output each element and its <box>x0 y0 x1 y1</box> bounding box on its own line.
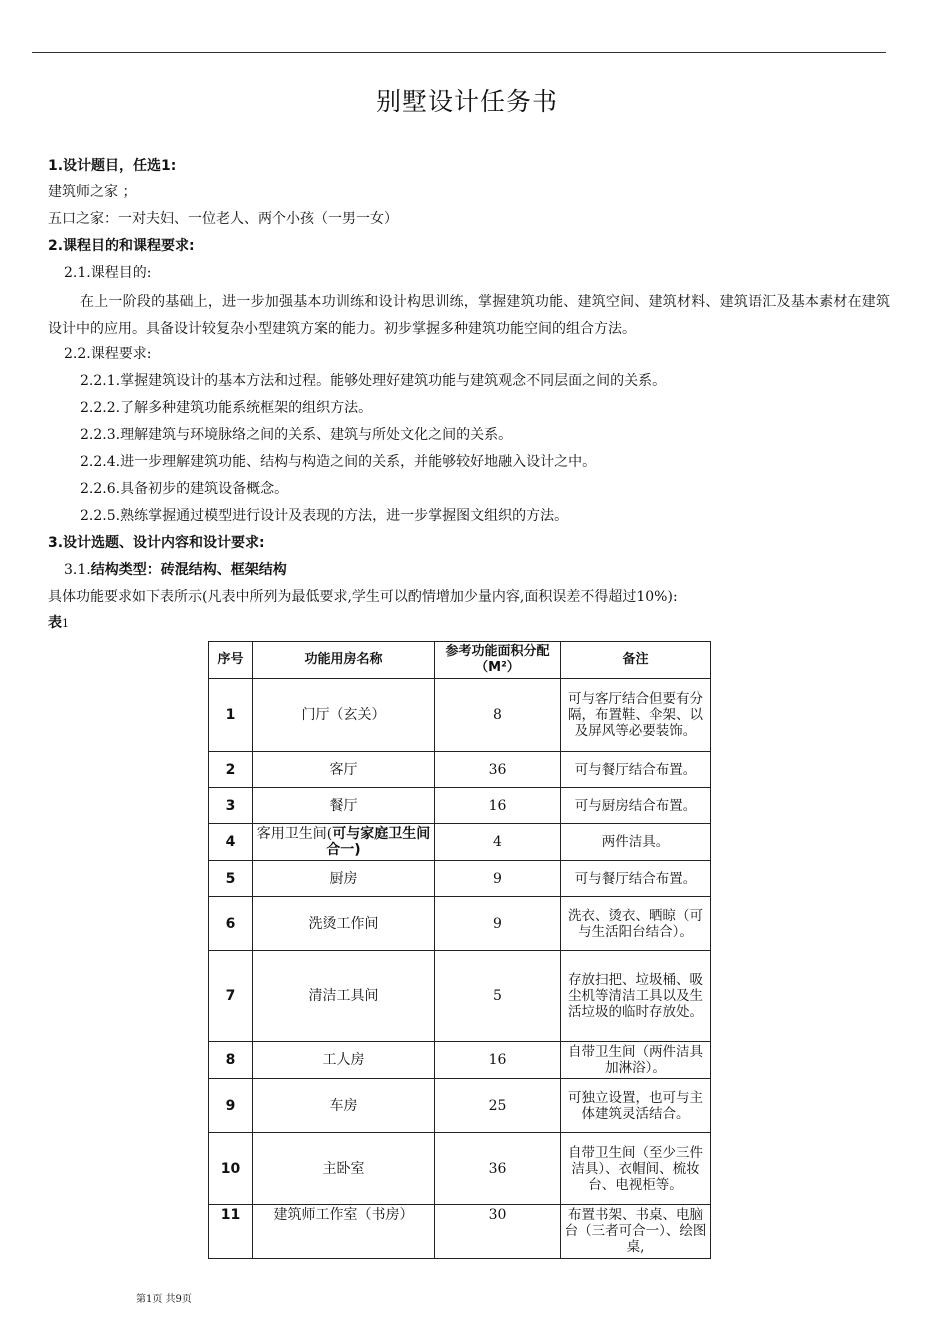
cell-no: 5 <box>209 861 253 897</box>
table-row <box>209 897 711 951</box>
cell-name: 客厅 <box>253 752 435 788</box>
cell-note: 布置书架、书桌、电脑台（三者可合一）、绘图桌, <box>561 1205 711 1259</box>
cell-note: 两件洁具。 <box>561 824 711 861</box>
cell-area: 25 <box>435 1079 561 1133</box>
section-3-1 <box>64 560 287 580</box>
section-1-line-2: 五口之家：一对夫妇、一位老人、两个小孩（一男一女） <box>48 211 398 227</box>
cell-name: 洗烫工作间 <box>253 897 435 951</box>
requirement-item: 2.2.4.进一步理解建筑功能、结构与构造之间的关系，并能够较好地融入设计之中。 <box>80 454 597 470</box>
cell-no: 4 <box>209 824 253 861</box>
section-3-heading: 3.设计选题、设计内容和设计要求: <box>48 535 265 551</box>
cell-no: 8 <box>209 1042 253 1079</box>
table-row <box>209 1205 711 1259</box>
table-row <box>209 1079 711 1133</box>
cell-area: 16 <box>435 788 561 824</box>
cell-name <box>253 824 435 861</box>
function-room-table <box>208 641 711 1259</box>
table-header-row <box>209 642 711 679</box>
cell-note: 可与餐厅结合布置。 <box>561 861 711 897</box>
cell-note: 可独立设置，也可与主体建筑灵活结合。 <box>561 1079 711 1133</box>
requirement-item: 2.2.5.熟练掌握通过模型进行设计及表现的方法，进一步掌握图文组织的方法。 <box>80 508 569 524</box>
cell-name-plain: 客用卫生间( <box>256 826 333 842</box>
section-1-heading: 1.设计题目，任选1: <box>48 158 177 174</box>
cell-note: 可与餐厅结合布置。 <box>561 752 711 788</box>
cell-area: 36 <box>435 752 561 788</box>
cell-no: 9 <box>209 1079 253 1133</box>
cell-no: 3 <box>209 788 253 824</box>
cell-area: 5 <box>435 951 561 1042</box>
cell-note: 可与厨房结合布置。 <box>561 788 711 824</box>
section-2-2-heading: 2.2.课程要求: <box>64 346 152 362</box>
table-row <box>209 1042 711 1079</box>
cell-area: 16 <box>435 1042 561 1079</box>
header-area: 参考功能面积分配（M²） <box>435 642 561 679</box>
header-name: 功能用房名称 <box>253 642 435 679</box>
cell-area: 30 <box>435 1205 561 1259</box>
header-rule <box>32 52 886 53</box>
section-2-heading: 2.课程目的和课程要求: <box>48 238 195 254</box>
table-row <box>209 752 711 788</box>
cell-name: 清洁工具间 <box>253 951 435 1042</box>
cell-note: 洗衣、烫衣、晒晾（可与生活阳台结合）。 <box>561 897 711 951</box>
requirement-item: 2.2.1.掌握建筑设计的基本方法和过程。能够处理好建筑功能与建筑观念不同层面之间的关系。 <box>80 373 667 389</box>
cell-name: 建筑师工作室（书房） <box>253 1205 435 1259</box>
cell-area: 4 <box>435 824 561 861</box>
header-no: 序号 <box>209 642 253 679</box>
cell-note: 自带卫生间（至少三件洁具）、衣帽间、梳妆台、电视柜等。 <box>561 1133 711 1205</box>
structure-type-text: 结构类型：砖混结构、框架结构 <box>90 562 287 578</box>
table-label-number: 1 <box>62 617 69 630</box>
page-footer: 第1页 共9页 <box>136 1294 192 1305</box>
section-2-1-heading: 2.1.课程目的: <box>64 265 152 281</box>
table-row <box>209 1133 711 1205</box>
cell-area: 9 <box>435 897 561 951</box>
cell-area: 9 <box>435 861 561 897</box>
cell-name: 主卧室 <box>253 1133 435 1205</box>
cell-name: 餐厅 <box>253 788 435 824</box>
section-1-line-1: 建筑师之家 ； <box>48 184 137 200</box>
cell-no: 10 <box>209 1133 253 1205</box>
table-row <box>209 861 711 897</box>
cell-note: 存放扫把、垃圾桶、吸尘机等清洁工具以及生活垃圾的临时存放处。 <box>561 951 711 1042</box>
table-row <box>209 951 711 1042</box>
cell-area: 8 <box>435 679 561 752</box>
table-label-text: 表 <box>48 615 62 631</box>
section-3-1-prefix: 3.1. <box>64 562 91 578</box>
requirement-item: 2.2.2.了解多种建筑功能系统框架的组织方法。 <box>80 400 373 416</box>
cell-name: 厨房 <box>253 861 435 897</box>
cell-no: 2 <box>209 752 253 788</box>
cell-name: 车房 <box>253 1079 435 1133</box>
table-row <box>209 788 711 824</box>
table-label <box>48 613 69 634</box>
cell-area: 36 <box>435 1133 561 1205</box>
course-purpose-paragraph: 在上一阶段的基础上，进一步加强基本功训练和设计构思训练，掌握建筑功能、建筑空间、建筑材料、建筑语汇及基本素材在建筑设计中的应用。具备设计较复杂小型建筑方案的能力。初步掌握多种建筑功能空间的组合方法。 <box>48 294 890 337</box>
cell-no: 7 <box>209 951 253 1042</box>
cell-name: 门厅（玄关） <box>253 679 435 752</box>
cell-name-bold: 可与家庭卫生间合一) <box>326 826 431 858</box>
header-note: 备注 <box>561 642 711 679</box>
cell-no: 11 <box>209 1205 253 1259</box>
cell-note: 自带卫生间（两件洁具加淋浴）。 <box>561 1042 711 1079</box>
cell-no: 1 <box>209 679 253 752</box>
requirement-item: 2.2.6.具备初步的建筑设备概念。 <box>80 481 289 497</box>
requirement-item: 2.2.3.理解建筑与环境脉络之间的关系、建筑与所处文化之间的关系。 <box>80 427 513 443</box>
cell-no: 6 <box>209 897 253 951</box>
table-row <box>209 824 711 861</box>
table-row <box>209 679 711 752</box>
cell-name: 工人房 <box>253 1042 435 1079</box>
cell-note: 可与客厅结合但要有分隔，布置鞋、伞架、以及屏风等必要装饰。 <box>561 679 711 752</box>
table-intro-note: 具体功能要求如下表所示(凡表中所列为最低要求,学生可以酌情增加少量内容,面积误差不得超过10%): <box>48 589 678 605</box>
page-title: 别墅设计任务书 <box>375 87 558 116</box>
